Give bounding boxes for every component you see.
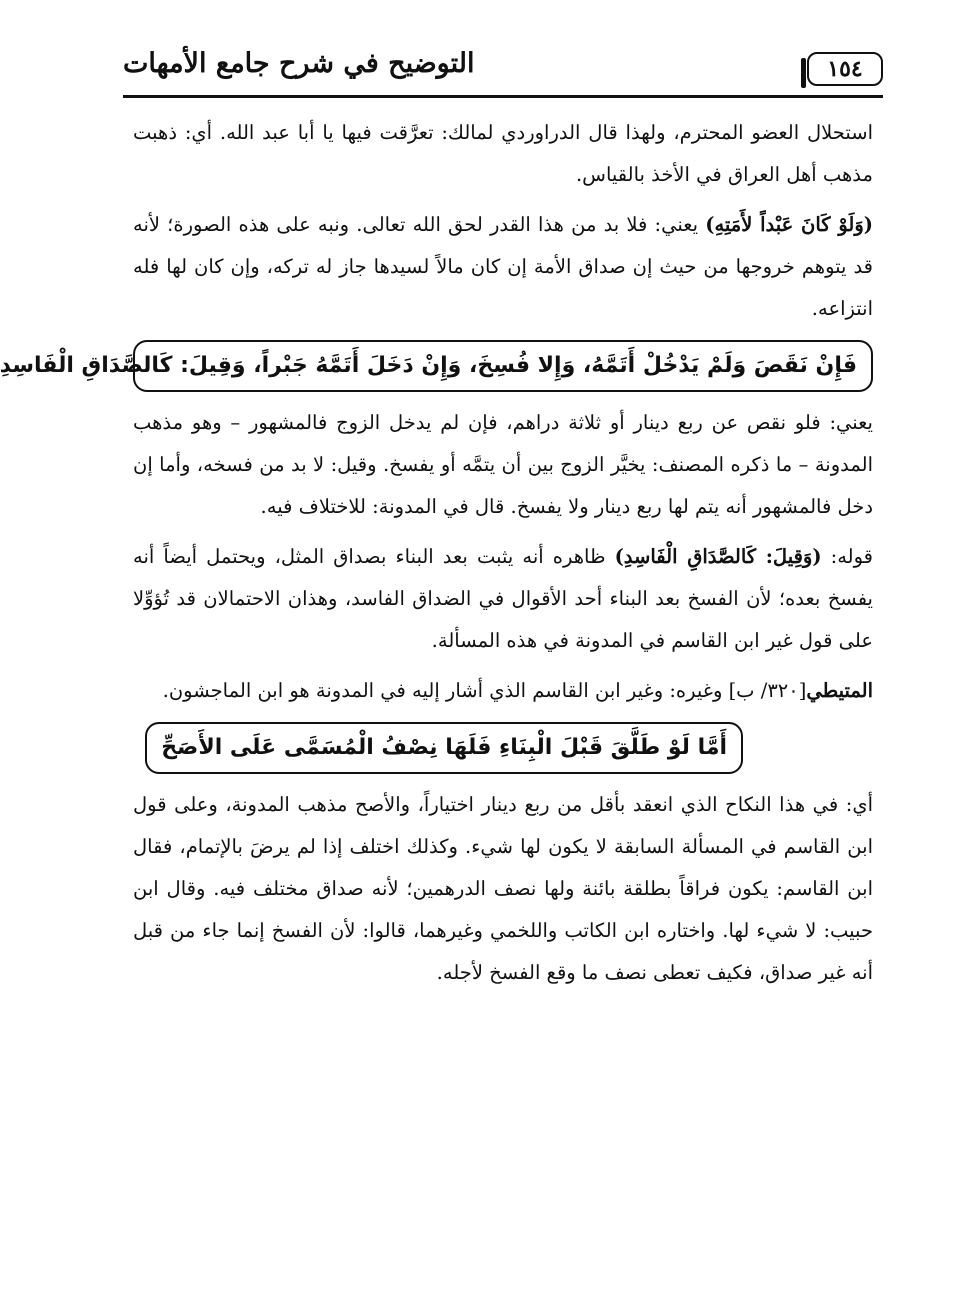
running-title: التوضيح في شرح جامع الأمهات xyxy=(123,48,475,79)
paragraph-4-text: ظاهره أنه يثبت بعد البناء بصداق المثل، ويحتمل أيضاً أنه يفسخ بعده؛ لأن الفسخ بعد البناء أحد الأقوال في الضداق الفاسد، وهذان الاحتمالان قد تُؤوِّلا على قول غير ابن القاسم في المدونة في هذه المسألة. xyxy=(133,545,873,652)
page-header xyxy=(123,46,883,98)
paragraph-6: أي: في هذا النكاح الذي انعقد بأقل من ربع دينار اختياراً، والأصح مذهب المدونة، وعلى قول ابن القاسم في المسألة السابقة لا يكون لها شيء. وكذلك اختلف إذا لم يرضَ بالإتمام، فقال ابن القاسم: يكون فراقاً بطلقة بائنة ولها نصف الدرهمين؛ لأنه صداق مختلف فيه. وقال ابن حبيب: لا شيء لها. واختاره ابن الكاتب واللخمي وغيرهما، قالوا: لأن الفسخ إنما جاء من قبل أنه غير صداق، فكيف تعطى نصف ما وقع الفسخ لأجله. xyxy=(133,793,873,984)
page-number: ١٥٤ xyxy=(807,52,883,86)
matn-quote: (وَقِيلَ: كَالصَّدَاقِ الْفَاسِدِ) xyxy=(614,545,822,568)
page-content xyxy=(0,112,874,994)
paragraph-3: يعني: فلو نقص عن ربع دينار أو ثلاثة دراهم، فإن لم يدخل الزوج فالمشهور – وهو مذهب المدونة – ما ذكره المصنف: يخيَّر الزوج بين أن يتمَّه أو يفسخ. وقيل: لا بد من فسخه، وأما إن دخل فالمشهور أنه يتم لها ربع دينار ولا يفسخ. قال في المدونة: للاختلاف فيه. xyxy=(133,411,873,518)
paragraph-4 xyxy=(133,536,873,662)
matn-box-2: أَمَّا لَوْ طَلَّقَ قَبْلَ الْبِنَاءِ فَلَهَا نِصْفُ الْمُسَمَّى عَلَى الأَصَحِّ xyxy=(145,722,743,774)
paragraph-5-text: [٣٢٠/ ب] وغيره: وغير ابن القاسم الذي أشار إليه في المدونة هو ابن الماجشون. xyxy=(162,679,807,702)
matn-quote: (وَلَوْ كَانَ عَبْداً لأَمَتِهِ) xyxy=(705,213,874,236)
paragraph-2 xyxy=(133,204,873,330)
paragraph-5 xyxy=(133,670,873,712)
paragraph-1: استحلال العضو المحترم، ولهذا قال الدراوردي لمالك: تعرَّقت فيها يا أبا عبد الله. أي: ذهبت مذهب أهل العراق في الأخذ بالقياس. xyxy=(133,121,873,186)
header-rule xyxy=(123,95,883,98)
paragraph-2-text: يعني: فلا بد من هذا القدر لحق الله تعالى. ونبه على هذه الصورة؛ لأنه قد يتوهم خروجها من حيث إن صداق الأمة إن كان مالاً لسيدها جاز له تركه، وإن كان لها فله انتزاعه. xyxy=(133,213,873,320)
matn-box-1: فَإِنْ نَقَصَ وَلَمْ يَدْخُلْ أَتَمَّهُ، وَإِلا فُسِخَ، وَإِنْ دَخَلَ أَتَمَّهُ جَبْراً، وَقِيلَ: كَالصَّدَاقِ الْفَاسِدِ xyxy=(133,340,873,392)
paragraph-4-lead: قوله: xyxy=(821,545,874,568)
cited-author: المتيطي xyxy=(806,679,873,702)
